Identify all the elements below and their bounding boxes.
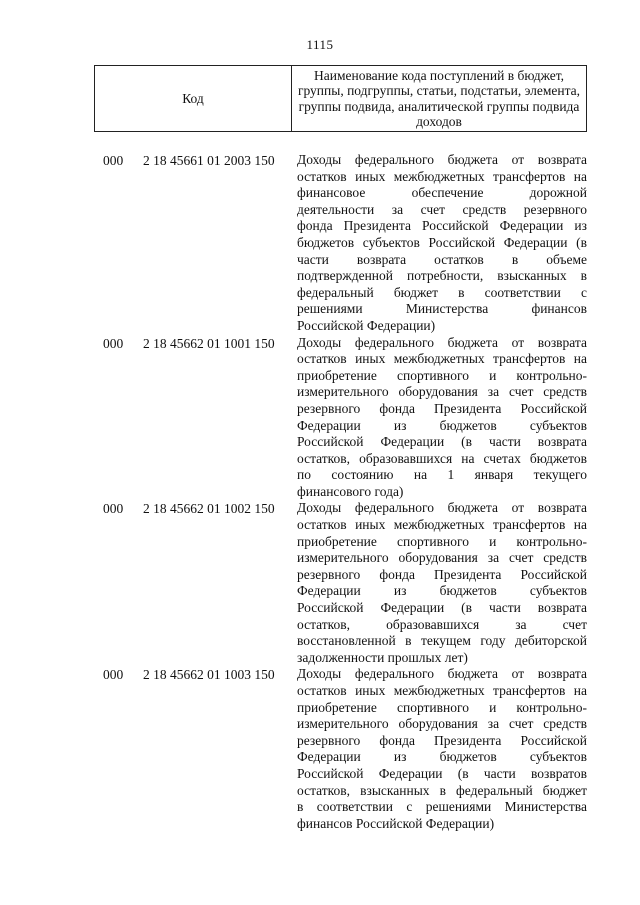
description-line: деятельности за счет средств резервного xyxy=(297,201,587,217)
description-line: фонда Президента Российской Федерации из xyxy=(297,218,587,234)
description-line: в соответствии с решениями Министерства xyxy=(297,799,587,815)
description-line: финансовое обеспечение дорожной xyxy=(297,185,587,201)
table-row xyxy=(0,666,640,832)
description-line: Российской Федерации) xyxy=(297,317,436,333)
description-line: измерительного оборудования за счет средств xyxy=(297,384,587,400)
description-line: приобретение спортивного и контрольно- xyxy=(297,367,587,383)
admin-code: 000 xyxy=(103,153,124,168)
table-row xyxy=(0,335,640,501)
income-description xyxy=(297,666,587,832)
description-line: задолженности прошлых лет) xyxy=(297,649,468,665)
income-code: 2 18 45662 01 1002 150 xyxy=(143,501,275,517)
description-line: остатков иных межбюджетных трансфертов на xyxy=(297,351,587,367)
description-line: Доходы федерального бюджета от возврата xyxy=(297,334,587,350)
description-line: измерительного оборудования за счет средств xyxy=(297,550,587,566)
description-line: остатков иных межбюджетных трансфертов на xyxy=(297,683,587,698)
income-code: 2 18 45662 01 1003 150 xyxy=(143,667,275,683)
description-line: резервного фонда Президента Российской xyxy=(297,400,587,416)
income-description xyxy=(297,335,587,501)
admin-code: 000 xyxy=(103,501,124,517)
description-line: остатков, образовавшихся за счет xyxy=(297,616,587,632)
description-line: приобретение спортивного и контрольно- xyxy=(297,699,587,715)
description-line: приобретение спортивного и контрольно- xyxy=(297,533,587,549)
description-line: финансового года) xyxy=(297,483,404,499)
admin-code: 000 xyxy=(103,667,124,683)
description-line: Доходы федерального бюджета от возврата xyxy=(297,666,587,682)
description-line: остатков иных межбюджетных трансфертов на xyxy=(297,517,587,533)
description-line: остатков иных межбюджетных трансфертов на xyxy=(297,168,587,184)
description-line: Доходы федерального бюджета от возврата xyxy=(297,500,587,516)
description-line: восстановленной в текущем году дебиторской xyxy=(297,633,587,649)
description-line: Федерации из бюджетов субъектов xyxy=(297,417,587,433)
page-number: 1115 xyxy=(306,37,334,52)
income-code: 2 18 45662 01 1001 150 xyxy=(143,335,275,351)
description-line: федеральный бюджет в соответствии с xyxy=(297,284,587,300)
table-row xyxy=(0,500,640,666)
description-line: Федерации из бюджетов субъектов xyxy=(297,583,587,599)
income-code: 2 18 45661 01 2003 150 xyxy=(143,153,275,168)
description-line: финансов Российской Федерации) xyxy=(297,815,495,831)
table-row xyxy=(0,152,640,335)
income-description xyxy=(297,500,587,666)
description-line: Федерации из бюджетов субъектов xyxy=(297,749,587,765)
header-code-cell: Код xyxy=(95,66,292,131)
description-line: измерительного оборудования за счет средств xyxy=(297,716,587,732)
admin-code: 000 xyxy=(103,335,124,351)
description-line: Доходы федерального бюджета от возврата xyxy=(297,152,587,167)
description-line: бюджетов субъектов Российской Федерации (в xyxy=(297,234,587,250)
description-line: части возврата остатков в объеме xyxy=(297,251,587,267)
description-line: Российской Федерации (в части возврата xyxy=(297,600,587,616)
income-description xyxy=(297,152,587,335)
description-line: решениями Министерства финансов xyxy=(297,301,587,317)
description-line: подтвержденной потребности, взысканных в xyxy=(297,268,587,284)
description-line: резервного фонда Президента Российской xyxy=(297,732,587,748)
description-line: Российской Федерации (в части возвратов xyxy=(297,765,587,781)
description-line: по состоянию на 1 января текущего xyxy=(297,467,587,483)
income-code-list xyxy=(0,152,640,832)
header-name-cell: Наименование кода поступлений в бюджет, группы, подгруппы, статьи, подстатьи, элемента, группы подвида, аналитической группы подвида доходов xyxy=(297,67,581,129)
description-line: остатков, образовавшихся на счетах бюджетов xyxy=(297,450,587,466)
description-line: резервного фонда Президента Российской xyxy=(297,566,587,582)
description-line: Российской Федерации (в части возврата xyxy=(297,434,587,450)
table-header xyxy=(94,65,587,132)
description-line: остатков, взысканных в федеральный бюджет xyxy=(297,782,587,798)
